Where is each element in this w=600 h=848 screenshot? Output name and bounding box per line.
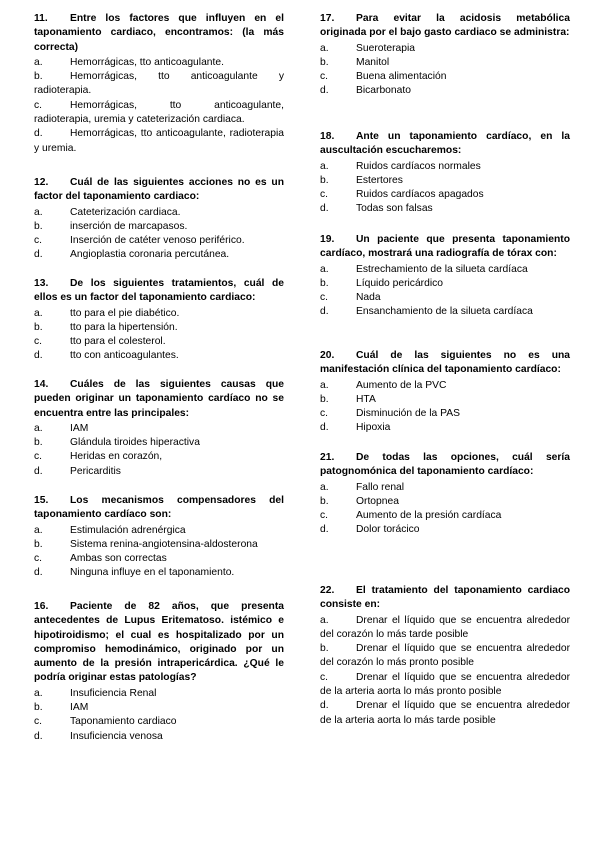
option-d: d. Todas son falsas: [320, 203, 433, 215]
option-d: d. tto con anticoagulantes.: [34, 350, 179, 362]
option-b: b. inserción de marcapasos.: [34, 220, 188, 232]
question-stem: 22. El tratamiento del taponamiento cardiaco consiste en:: [320, 585, 570, 611]
question-stem: 19. Un paciente que presenta taponamiento cardíaco, mostrará una radiografía de tórax con:: [320, 234, 570, 260]
option-b: b. Glándula tiroides hiperactiva: [34, 437, 200, 449]
option-a: a. Aumento de la PVC: [320, 379, 447, 391]
question-22: [320, 584, 570, 728]
option-a: a. Ruidos cardíacos normales: [320, 160, 481, 172]
option-c: c. tto para el colesterol.: [34, 336, 166, 348]
question-stem: 15. Los mecanismos compensadores del taponamiento cardíaco son:: [34, 495, 284, 521]
option-d: d. Hemorrágicas, tto anticoagulante, radioterapia y uremia.: [34, 128, 284, 154]
question-stem: 14. Cuáles de las siguientes causas que pueden originar un taponamiento cardíaco no se encuentra entre las principales:: [34, 379, 284, 419]
option-a: a. tto para el pie diabético.: [34, 307, 180, 319]
option-b: b. tto para la hipertensión.: [34, 321, 178, 333]
option-b: b. Sistema renina-angiotensina-aldosterona: [34, 538, 258, 550]
option-d: d. Ensanchamiento de la silueta cardíaca: [320, 306, 533, 318]
question-stem: 11. Entre los factores que influyen en el taponamiento cardiaco, encontramos: (la más correcta): [34, 13, 284, 53]
question-stem: 12. Cuál de las siguientes acciones no es un factor del taponamiento cardiaco:: [34, 177, 284, 203]
question-16: [34, 600, 284, 744]
option-d: d. Hipoxia: [320, 422, 391, 434]
question-20: [320, 349, 570, 436]
option-d: d. Dolor torácico: [320, 524, 420, 536]
option-a: a. Insuficiencia Renal: [34, 687, 157, 699]
option-a: a. Fallo renal: [320, 481, 405, 493]
question-stem: 20. Cuál de las siguientes no es una manifestación clínica del taponamiento cardíaco:: [320, 350, 570, 376]
option-a: a. Drenar el líquido que se encuentra alrededor del corazón lo más tarde posible: [320, 614, 570, 640]
option-a: a. IAM: [34, 422, 89, 434]
question-18: [320, 130, 570, 217]
option-b: b. Líquido pericárdico: [320, 277, 444, 289]
option-c: c. Ruidos cardíacos apagados: [320, 189, 484, 201]
option-a: a. Cateterización cardiaca.: [34, 206, 181, 218]
option-c: c. Heridas en corazón,: [34, 451, 163, 463]
question-12: [34, 176, 284, 263]
option-d: d. Ninguna influye en el taponamiento.: [34, 567, 235, 579]
question-11: [34, 12, 284, 156]
option-b: b. Ortopnea: [320, 495, 399, 507]
option-c: c. Inserción de catéter venoso periférico.: [34, 235, 245, 247]
option-b: b. IAM: [34, 702, 89, 714]
question-stem: 17. Para evitar la acidosis metabólica originada por el bajo gasto cardiaco se administra:: [320, 13, 570, 39]
question-14: [34, 378, 284, 479]
question-stem: 21. De todas las opciones, cuál sería patognomónica del taponamiento cardíaco:: [320, 452, 570, 478]
question-stem: 18. Ante un taponamiento cardíaco, en la auscultación escucharemos:: [320, 131, 570, 157]
option-c: c. Disminución de la PAS: [320, 408, 460, 420]
option-c: c. Buena alimentación: [320, 71, 447, 83]
question-stem: 16. Paciente de 82 años, que presenta antecedentes de Lupus Eritematoso. istémico e hipotiroidismo; el cual es hospitalizado por un compromiso hemodinámico, originado por un aumento de la presión intrapericárdica. ¿Qué le podría originar estas patologías?: [34, 601, 284, 684]
option-a: a. Estrechamiento de la silueta cardíaca: [320, 263, 528, 275]
option-c: c. Aumento de la presión cardíaca: [320, 510, 502, 522]
question-21: [320, 451, 570, 538]
option-b: b. Hemorrágicas, tto anticoagulante y radioterapia.: [34, 71, 284, 97]
option-a: a. Hemorrágicas, tto anticoagulante.: [34, 56, 224, 68]
question-15: [34, 494, 284, 581]
option-c: c. Drenar el líquido que se encuentra alrededor de la arteria aorta lo más pronto posible: [320, 671, 570, 698]
option-d: d. Insuficiencia venosa: [34, 730, 163, 742]
question-stem: 13. De los siguientes tratamientos, cuál de ellos es un factor del taponamiento cardiaco:: [34, 278, 284, 304]
option-b: b. Estertores: [320, 174, 403, 186]
option-d: d. Drenar el líquido que se encuentra alrededor de la arteria aorta lo más tarde posible: [320, 700, 570, 726]
question-13: [34, 277, 284, 364]
option-d: d. Pericarditis: [34, 465, 121, 477]
question-19: [320, 233, 570, 320]
option-b: b. Manitol: [320, 56, 390, 68]
option-c: c. Hemorrágicas, tto anticoagulante, radioterapia, uremia y cateterización cardiaca.: [34, 99, 284, 126]
option-b: b. Drenar el líquido que se encuentra alrededor del corazón lo más pronto posible: [320, 643, 570, 669]
question-17: [320, 12, 570, 99]
option-d: d. Bicarbonato: [320, 85, 411, 97]
option-c: c. Taponamiento cardiaco: [34, 716, 177, 728]
option-d: d. Angioplastia coronaria percutánea.: [34, 249, 230, 261]
option-a: a. Sueroterapia: [320, 42, 415, 54]
option-c: c. Nada: [320, 292, 381, 304]
option-b: b. HTA: [320, 393, 376, 405]
option-c: c. Ambas son correctas: [34, 553, 167, 565]
option-a: a. Estimulación adrenérgica: [34, 524, 186, 536]
